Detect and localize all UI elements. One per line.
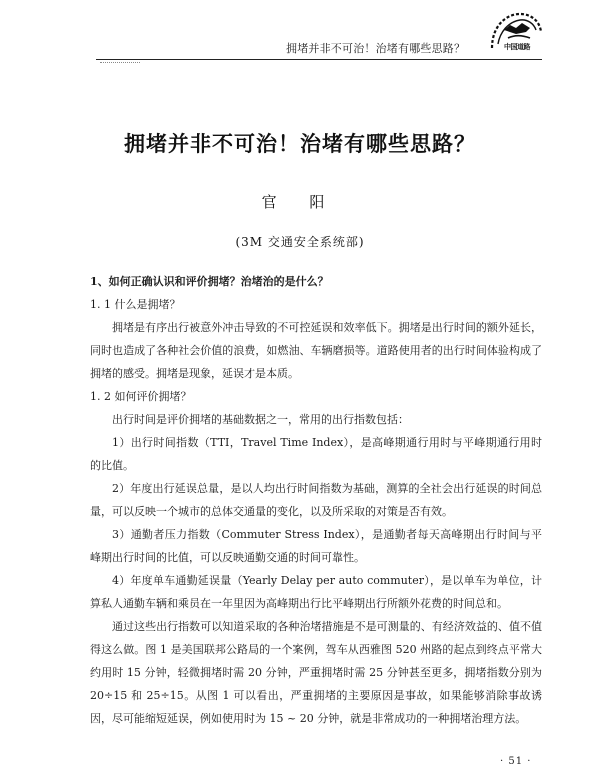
list-item-annual-delay: 2）年度出行延误总量，是以人均出行时间指数为基础，测算的全社会出行延误的时间总量，可以反映一个城市的总体交通量的变化，以及所采取的对策是否有效。 bbox=[90, 482, 542, 518]
author-affiliation: (3M 交通安全系统部) bbox=[235, 235, 365, 249]
section-heading-1: 1、如何正确认识和评价拥堵？治堵治的是什么？ bbox=[90, 275, 329, 288]
journal-logo bbox=[486, 8, 544, 58]
paragraph-indices-intro: 出行时间是评价拥堵的基础数据之一，常用的出行指数包括： bbox=[112, 413, 409, 426]
list-item-tti: 1）出行时间指数（TTI，Travel Time Index），是高峰期通行用时与平峰期通行用时的比值。 bbox=[90, 436, 542, 472]
running-head: 拥堵并非不可治！治堵有哪些思路？ bbox=[286, 42, 466, 55]
header-rule bbox=[96, 59, 542, 60]
article-body bbox=[90, 270, 542, 730]
paragraph-example: 通过这些出行指数可以知道采取的各种治堵措施是不是可测量的、有经济效益的、值不值得这么做。图 1 是美国联邦公路局的一个案例，驾车从西雅图 520 州路的起点到终点平常大约用时 15 分钟，轻微拥堵时需 20 分钟，严重拥堵时需 25 分钟甚至更多，拥堵指数分别为 20÷15 和 25÷15。从图 1 可以看出，严重拥堵的主要原因是事故，如果能够消除事故诱因，尽可能缩短延误，例如使用时为 15 ~ 20 分钟，就是非常成功的一种拥堵治理方法。 bbox=[90, 620, 542, 725]
subsection-heading-1-2: 1. 2 如何评价拥堵？ bbox=[90, 390, 192, 403]
article-title: 拥堵并非不可治！治堵有哪些思路？ bbox=[124, 131, 476, 156]
paragraph-definition: 拥堵是有序出行被意外冲击导致的不可控延误和效率低下。拥堵是出行时间的额外延长，同时也造成了各种社会价值的浪费，如燃油、车辆磨损等。道路使用者的出行时间体验构成了拥堵的感受。拥堵是现象，延误才是本质。 bbox=[90, 321, 542, 380]
page-number: · 51 · bbox=[500, 756, 532, 767]
list-item-yearly-delay: 4）年度单车通勤延误量（Yearly Delay per auto commuter），是以单车为单位，计算私人通勤车辆和乘员在一年里因为高峰期出行比平峰期出行所额外花费的时间总和。 bbox=[90, 574, 542, 610]
subsection-heading-1-1: 1. 1 什么是拥堵？ bbox=[90, 298, 181, 311]
journal-logo-text: 中国道路 bbox=[504, 42, 530, 51]
article-author: 官 阳 bbox=[261, 193, 339, 211]
header-dotted-rule bbox=[100, 62, 140, 63]
list-item-commuter-stress: 3）通勤者压力指数（Commuter Stress Index），是通勤者每天高峰期出行时间与平峰期出行时间的比值，可以反映通勤交通的时间可靠性。 bbox=[90, 528, 542, 564]
